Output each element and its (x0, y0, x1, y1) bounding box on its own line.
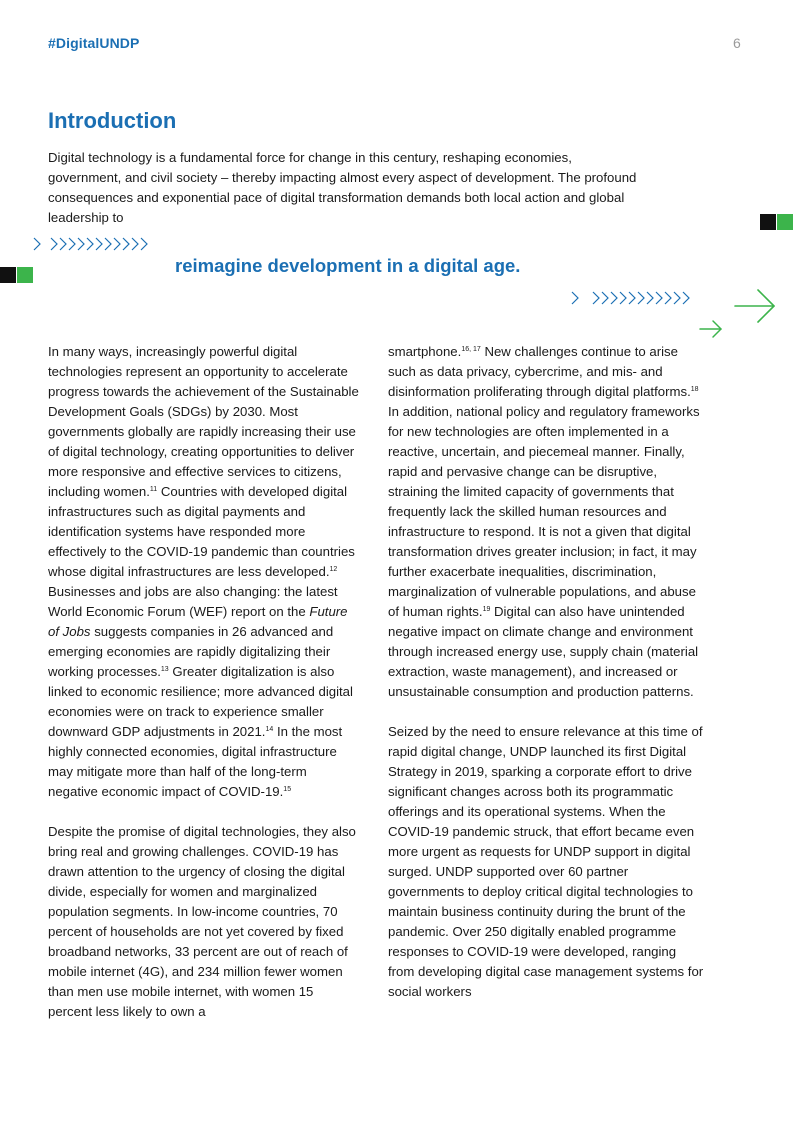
chevron-row-icon (568, 290, 698, 306)
body-column-left (48, 342, 360, 1042)
highlight-phrase: reimagine development in a digital age. (175, 255, 521, 276)
decorative-squares-right (760, 214, 793, 231)
paragraph: Despite the promise of digital technologies, they also bring real and growing challenges. COVID-19 has drawn attention to the urgency of closing the digital divide, especially for women and marginalized population segments. In low-income countries, 70 percent of households are not yet covered by fixed broadband networks, 33 percent are out of reach of mobile internet (4G), and 234 million fewer women than men use mobile internet, with women 15 percent less likely to own a (48, 824, 356, 1019)
paragraph: smartphone.$^{16, 17}$ New challenges continue to arise such as data privacy, cybercrime, and mis- and disinformation proliferating through digital platforms.$^{18}$ In addition, national policy and regulatory frameworks for new technologies are often implemented in a reactive, uncertain, and piecemeal manner. Finally, rapid and pervasive change can be disruptive, straining the limited capacity of governments that frequently lack the skilled human resources and infrastructure to respond. It is not a given that digital transformation drives greater inclusion; in fact, it may further exacerbate inequalities, discrimination, marginalization of vulnerable populations, and abuse of human rights.$^{19}$ Digital can also have unintended negative impact on climate change and environment through increased energy use, supply chain (material extraction, waste management), and increased or unsustainable consumption and production patterns. (388, 344, 700, 699)
arrow-right-icon (734, 289, 776, 323)
hashtag-header: #DigitalUNDP (48, 35, 140, 51)
paragraph: Seized by the need to ensure relevance at this time of rapid digital change, UNDP launched its first Digital Strategy in 2019, sparking a corporate effort to drive significant changes across both its programmatic offerings and its operational systems. When the COVID-19 pandemic struck, that effort became even more urgent as requests for UNDP support in digital surged. UNDP supported over 60 partner governments to deploy critical digital technologies to maintain business continuity during the brunt of the pandemic. Over 250 digitally enabled programme responses to COVID-19 were developed, ranging from developing digital case management systems for social workers (388, 724, 704, 999)
body-column-right (388, 342, 704, 1022)
page-number: 6 (733, 35, 741, 51)
arrow-right-icon (699, 320, 723, 338)
intro-paragraph: Digital technology is a fundamental force for change in this century, reshaping economies, government, and civil society – thereby impacting almost every aspect of development. The profound consequences and exponential pace of digital transformation demands both local action and global leadership to (48, 150, 637, 225)
decorative-squares-left (0, 267, 33, 284)
paragraph: In many ways, increasingly powerful digital technologies represent an opportunity to accelerate progress towards the achievement of the Sustainable Development Goals (SDGs) by 2030. Most governments globally are rapidly increasing their use of digital technology, creating opportunities to deliver more responsive and effective services to citizens, including women.$^{11}$ Countries with developed digital infrastructures such as digital payments and identification systems have responded more effectively to the COVID-19 pandemic than countries whose digital infrastructures are less developed.$^{12}$ Businesses and jobs are also changing: the latest World Economic Forum (WEF) report on the Future of Jobs suggests companies in 26 advanced and emerging economies are rapidly digitalizing their working processes.$^{13}$ Greater digitalization is also linked to economic resilience; more advanced digital economies were on track to experience smaller downward GDP adjustments in 2021.14 In the most highly connected economies, digital infrastructure may mitigate more than half of the long-term negative economic impact of COVID-19.15 (48, 344, 359, 799)
section-title: Introduction (48, 108, 177, 133)
chevron-row-icon (30, 236, 160, 252)
